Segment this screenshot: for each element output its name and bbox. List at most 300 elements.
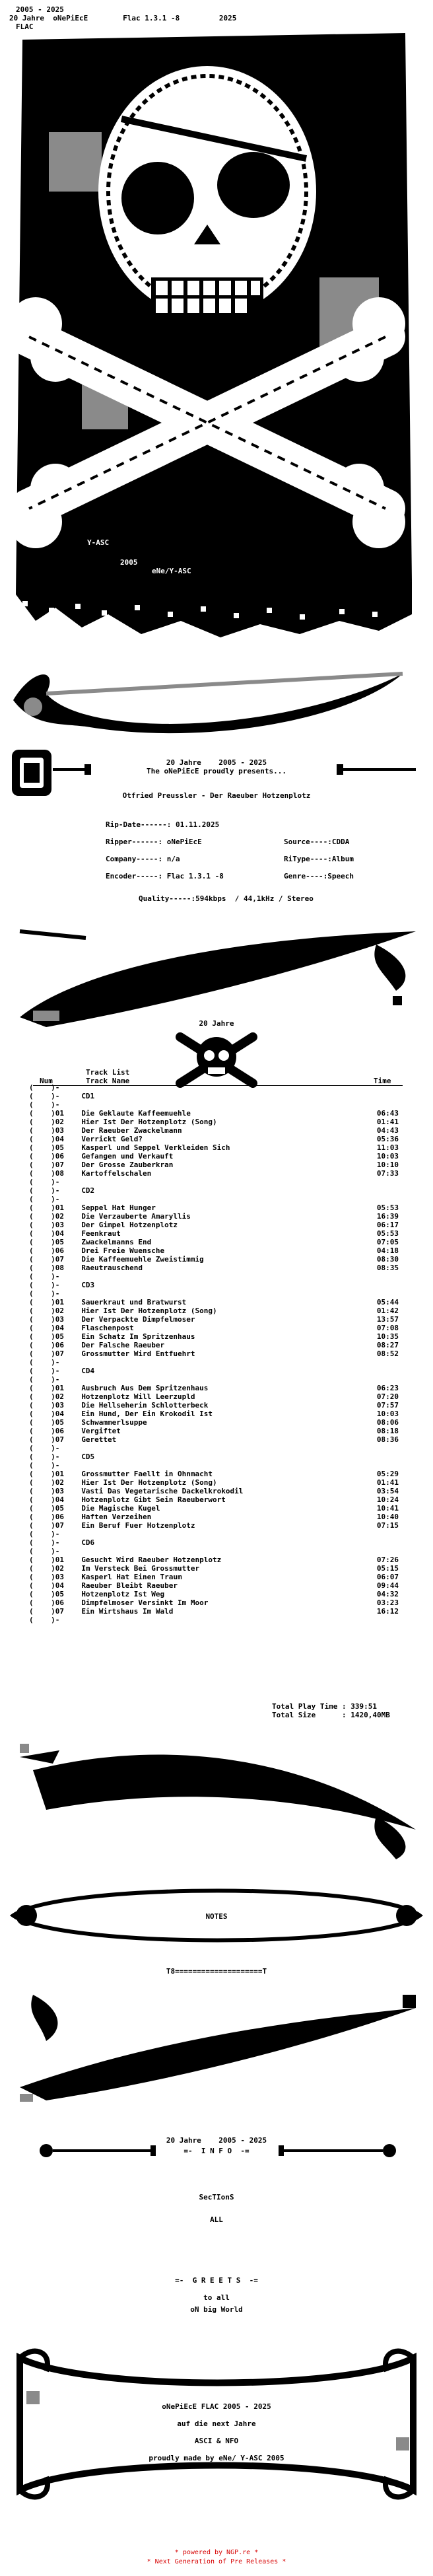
checkbox-cell: ( ) bbox=[29, 1530, 55, 1538]
empty-cell bbox=[81, 1375, 350, 1384]
dash-cell: - bbox=[55, 1083, 60, 1092]
checkbox-cell: ( ) bbox=[29, 1083, 55, 1092]
art-tag-2: 2005 bbox=[120, 558, 138, 567]
table-row bbox=[29, 1470, 399, 1478]
greets-heading: =- G R E E T S -= bbox=[175, 2276, 258, 2285]
table-row bbox=[29, 1238, 399, 1246]
track-time: 08:36 bbox=[376, 1435, 399, 1444]
checkbox-cell: ( ) bbox=[29, 1212, 55, 1221]
track-time: 10:24 bbox=[376, 1495, 399, 1504]
track-number: 03 bbox=[55, 1573, 64, 1581]
table-row bbox=[29, 1152, 399, 1161]
table-row bbox=[29, 1349, 399, 1358]
dash-cell: - bbox=[55, 1530, 60, 1538]
track-time: 09:44 bbox=[376, 1581, 399, 1590]
checkbox-cell: ( ) bbox=[29, 1410, 55, 1418]
checkbox-cell: ( ) bbox=[29, 1598, 55, 1607]
track-time: 07:15 bbox=[376, 1521, 399, 1530]
total-time-value: 339:51 bbox=[350, 1702, 377, 1711]
track-name: Hotzenplotz Will Leerzupld bbox=[81, 1392, 195, 1401]
disc-label: CD3 bbox=[81, 1281, 95, 1289]
quality-value: 594kbps / 44,1kHz / Stereo bbox=[195, 894, 314, 903]
track-name: Kasperl und Seppel Verkleiden Sich bbox=[81, 1143, 230, 1152]
track-name: Drei Freie Wuensche bbox=[81, 1246, 165, 1255]
empty-cell bbox=[350, 1272, 399, 1281]
table-row bbox=[29, 1598, 399, 1607]
checkbox-cell: ( ) bbox=[29, 1264, 55, 1272]
checkbox-cell: ( ) bbox=[29, 1564, 55, 1573]
table-row bbox=[29, 1298, 399, 1306]
table-row bbox=[29, 1478, 399, 1487]
track-name: Im Versteck Bei Grossmutter bbox=[81, 1564, 200, 1573]
empty-cell bbox=[350, 1358, 399, 1367]
track-number: 01 bbox=[55, 1203, 64, 1212]
table-spacer-row bbox=[29, 1272, 399, 1281]
track-name: Sauerkraut und Bratwurst bbox=[81, 1298, 187, 1306]
track-number: 04 bbox=[55, 1229, 64, 1238]
track-number: 04 bbox=[55, 1495, 64, 1504]
checkbox-cell: ( ) bbox=[29, 1616, 55, 1624]
disc-header-row bbox=[29, 1092, 399, 1100]
checkbox-cell: ( ) bbox=[29, 1324, 55, 1332]
rip-date-label: Rip-Date bbox=[106, 820, 141, 829]
table-row bbox=[29, 1341, 399, 1349]
track-name: Hotzenplotz Ist Weg bbox=[81, 1590, 165, 1598]
header-line-3: FLAC bbox=[16, 22, 34, 31]
track-name: Haften Verzeihen bbox=[81, 1513, 152, 1521]
empty-cell bbox=[81, 1530, 350, 1538]
empty-cell bbox=[81, 1195, 350, 1203]
disc-header-row bbox=[29, 1452, 399, 1461]
header-line-2: 20 Jahre oNePiEcE Flac 1.3.1 -8 2025 bbox=[9, 14, 237, 22]
track-name: Vasti Das Vegetarische Dackelkrokodil bbox=[81, 1487, 244, 1495]
track-number: 07 bbox=[55, 1255, 64, 1264]
track-name: Die Kaffeemuehle Zweistimmig bbox=[81, 1255, 204, 1264]
track-time: 05:29 bbox=[376, 1470, 399, 1478]
table-row bbox=[29, 1109, 399, 1118]
checkbox-cell: ( ) bbox=[29, 1435, 55, 1444]
checkbox-cell: ( ) bbox=[29, 1306, 55, 1315]
checkbox-cell: ( ) bbox=[29, 1478, 55, 1487]
checkbox-cell: ( ) bbox=[29, 1384, 55, 1392]
empty-cell bbox=[81, 1547, 350, 1556]
track-name: Dimpfelmoser Versinkt Im Moor bbox=[81, 1598, 209, 1607]
track-time: 10:10 bbox=[376, 1161, 399, 1169]
tracklist-heading: Track List bbox=[86, 1068, 130, 1077]
empty-cell bbox=[350, 1195, 399, 1203]
track-time: 03:54 bbox=[376, 1487, 399, 1495]
sword-divider-art-2 bbox=[7, 918, 426, 1030]
checkbox-cell: ( ) bbox=[29, 1178, 55, 1186]
table-row bbox=[29, 1504, 399, 1513]
track-time: 08:30 bbox=[376, 1255, 399, 1264]
track-time: 07:08 bbox=[376, 1324, 399, 1332]
table-row bbox=[29, 1513, 399, 1521]
track-time: 05:15 bbox=[376, 1564, 399, 1573]
table-row bbox=[29, 1410, 399, 1418]
track-number: 08 bbox=[55, 1169, 64, 1178]
track-number: 01 bbox=[55, 1556, 64, 1564]
track-number: 05 bbox=[55, 1418, 64, 1427]
checkbox-cell: ( ) bbox=[29, 1315, 55, 1324]
checkbox-cell: ( ) bbox=[29, 1118, 55, 1126]
empty-cell bbox=[81, 1444, 350, 1452]
dash-cell: - bbox=[55, 1375, 60, 1384]
track-name: Ein Wirtshaus Im Wald bbox=[81, 1607, 174, 1616]
table-row bbox=[29, 1573, 399, 1581]
checkbox-cell: ( ) bbox=[29, 1161, 55, 1169]
track-number: 06 bbox=[55, 1246, 64, 1255]
track-number: 03 bbox=[55, 1315, 64, 1324]
checkbox-cell: ( ) bbox=[29, 1229, 55, 1238]
table-row bbox=[29, 1495, 399, 1504]
track-time: 10:35 bbox=[376, 1332, 399, 1341]
table-row bbox=[29, 1246, 399, 1255]
info-box-line-2: =- I N F O -= bbox=[183, 2147, 250, 2155]
track-name: Seppel Hat Hunger bbox=[81, 1203, 156, 1212]
checkbox-cell: ( ) bbox=[29, 1470, 55, 1478]
table-spacer-row bbox=[29, 1461, 399, 1470]
outro-line-1: oNePiEcE FLAC 2005 - 2025 bbox=[162, 2402, 271, 2411]
track-number: 05 bbox=[55, 1504, 64, 1513]
checkbox-cell: ( ) bbox=[29, 1607, 55, 1616]
checkbox-cell: ( ) bbox=[29, 1427, 55, 1435]
checkbox-cell: ( ) bbox=[29, 1246, 55, 1255]
track-name: Hier Ist Der Hotzenplotz (Song) bbox=[81, 1118, 217, 1126]
track-time: 08:35 bbox=[376, 1264, 399, 1272]
track-name: Gefangen und Verkauft bbox=[81, 1152, 174, 1161]
track-name: Ausbruch Aus Dem Spritzenhaus bbox=[81, 1384, 209, 1392]
track-number: 03 bbox=[55, 1401, 64, 1410]
empty-cell bbox=[350, 1100, 399, 1109]
outro-line-4: proudly made by eNe/ Y-ASC 2005 bbox=[149, 2454, 284, 2462]
track-time: 04:32 bbox=[376, 1590, 399, 1598]
empty-cell bbox=[81, 1616, 350, 1624]
checkbox-cell: ( ) bbox=[29, 1521, 55, 1530]
sections-value: ALL bbox=[210, 2215, 223, 2224]
ritype-label: RiType bbox=[284, 855, 310, 863]
checkbox-cell: ( ) bbox=[29, 1092, 55, 1100]
track-time: 11:03 bbox=[376, 1143, 399, 1152]
track-name: Hier Ist Der Hotzenplotz (Song) bbox=[81, 1306, 217, 1315]
table-row bbox=[29, 1324, 399, 1332]
track-time: 01:41 bbox=[376, 1478, 399, 1487]
track-name: Ein Beruf Fuer Hotzenplotz bbox=[81, 1521, 195, 1530]
track-name: Raeuber Bleibt Raeuber bbox=[81, 1581, 178, 1590]
checkbox-cell: ( ) bbox=[29, 1203, 55, 1212]
disc-header-row bbox=[29, 1538, 399, 1547]
checkbox-cell: ( ) bbox=[29, 1152, 55, 1161]
table-row bbox=[29, 1384, 399, 1392]
track-time: 05:36 bbox=[376, 1135, 399, 1143]
checkbox-cell: ( ) bbox=[29, 1135, 55, 1143]
table-spacer-row bbox=[29, 1375, 399, 1384]
checkbox-cell: ( ) bbox=[29, 1169, 55, 1178]
skull-caption: 20 Jahre bbox=[199, 1019, 234, 1028]
dash-cell: - bbox=[55, 1367, 60, 1375]
encoder-value: Flac 1.3.1 -8 bbox=[166, 872, 224, 880]
table-row bbox=[29, 1212, 399, 1221]
table-spacer-row bbox=[29, 1616, 399, 1624]
total-play-time: Total Play Time : 339:51 bbox=[272, 1702, 377, 1711]
track-time: 10:03 bbox=[376, 1410, 399, 1418]
empty-cell bbox=[350, 1083, 399, 1092]
checkbox-cell: ( ) bbox=[29, 1272, 55, 1281]
empty-cell bbox=[350, 1092, 399, 1100]
empty-cell bbox=[81, 1272, 350, 1281]
track-time: 06:07 bbox=[376, 1573, 399, 1581]
checkbox-cell: ( ) bbox=[29, 1556, 55, 1564]
ripper-label: Ripper bbox=[106, 838, 132, 846]
dash-cell: - bbox=[55, 1281, 60, 1289]
track-number: 04 bbox=[55, 1410, 64, 1418]
disc-header-row bbox=[29, 1186, 399, 1195]
track-time: 10:40 bbox=[376, 1513, 399, 1521]
checkbox-cell: ( ) bbox=[29, 1590, 55, 1598]
track-name: Ein Schatz Im Spritzenhaus bbox=[81, 1332, 195, 1341]
genre-value: Speech bbox=[327, 872, 354, 880]
company-value: n/a bbox=[166, 855, 180, 863]
col-num-header: Num bbox=[40, 1077, 53, 1085]
checkbox-cell: ( ) bbox=[29, 1289, 55, 1298]
checkbox-cell: ( ) bbox=[29, 1504, 55, 1513]
rip-date-value: 01.11.2025 bbox=[175, 820, 220, 829]
track-time: 05:44 bbox=[376, 1298, 399, 1306]
track-name: Gesucht Wird Raeuber Hotzenplotz bbox=[81, 1556, 222, 1564]
table-row bbox=[29, 1332, 399, 1341]
table-row bbox=[29, 1435, 399, 1444]
ripper-value: oNePiEcE bbox=[166, 838, 202, 846]
empty-cell bbox=[350, 1538, 399, 1547]
track-number: 05 bbox=[55, 1590, 64, 1598]
track-name: Zwackelmanns End bbox=[81, 1238, 152, 1246]
track-time: 07:20 bbox=[376, 1392, 399, 1401]
track-number: 07 bbox=[55, 1349, 64, 1358]
track-time: 07:33 bbox=[376, 1169, 399, 1178]
table-row bbox=[29, 1203, 399, 1212]
checkbox-cell: ( ) bbox=[29, 1358, 55, 1367]
dash-cell: - bbox=[55, 1444, 60, 1452]
track-name: Flaschenpost bbox=[81, 1324, 134, 1332]
total-size: Total Size : 1420,40MB bbox=[272, 1711, 390, 1719]
track-time: 16:12 bbox=[376, 1607, 399, 1616]
checkbox-cell: ( ) bbox=[29, 1538, 55, 1547]
checkbox-cell: ( ) bbox=[29, 1452, 55, 1461]
track-time: 03:23 bbox=[376, 1598, 399, 1607]
track-name: Der Gimpel Hotzenplotz bbox=[81, 1221, 178, 1229]
checkbox-cell: ( ) bbox=[29, 1573, 55, 1581]
checkbox-cell: ( ) bbox=[29, 1581, 55, 1590]
pirate-flag-art bbox=[9, 26, 424, 641]
checkbox-cell: ( ) bbox=[29, 1375, 55, 1384]
checkbox-cell: ( ) bbox=[29, 1281, 55, 1289]
table-row bbox=[29, 1487, 399, 1495]
disc-header-row bbox=[29, 1281, 399, 1289]
table-spacer-row bbox=[29, 1289, 399, 1298]
dash-cell: - bbox=[55, 1289, 60, 1298]
empty-cell bbox=[350, 1289, 399, 1298]
disc-label: CD5 bbox=[81, 1452, 95, 1461]
table-spacer-row bbox=[29, 1547, 399, 1556]
outro-line-3: ASCI & NFO bbox=[194, 2437, 239, 2445]
dash-cell: - bbox=[55, 1186, 60, 1195]
table-spacer-row bbox=[29, 1178, 399, 1186]
empty-cell bbox=[350, 1616, 399, 1624]
track-number: 03 bbox=[55, 1126, 64, 1135]
table-spacer-row bbox=[29, 1195, 399, 1203]
empty-cell bbox=[350, 1444, 399, 1452]
genre-label: Genre bbox=[284, 872, 306, 880]
header-line-1: 2005 - 2025 bbox=[16, 5, 64, 14]
table-row bbox=[29, 1264, 399, 1272]
empty-cell bbox=[350, 1461, 399, 1470]
checkbox-cell: ( ) bbox=[29, 1487, 55, 1495]
disc-label: CD2 bbox=[81, 1186, 95, 1195]
table-row bbox=[29, 1427, 399, 1435]
empty-cell bbox=[350, 1186, 399, 1195]
track-number: 03 bbox=[55, 1487, 64, 1495]
small-skull-icon bbox=[174, 1030, 259, 1090]
quality-label: Quality bbox=[139, 894, 170, 903]
art-tag-1: Y-ASC bbox=[87, 538, 110, 547]
table-row bbox=[29, 1607, 399, 1616]
total-size-label: Total Size bbox=[272, 1711, 316, 1719]
notes-text: T8====================T bbox=[166, 1967, 267, 1976]
greets-line-1: to all bbox=[203, 2293, 230, 2302]
empty-cell bbox=[81, 1100, 350, 1109]
checkbox-cell: ( ) bbox=[29, 1332, 55, 1341]
track-number: 04 bbox=[55, 1581, 64, 1590]
checkbox-cell: ( ) bbox=[29, 1126, 55, 1135]
empty-cell bbox=[350, 1281, 399, 1289]
total-time-label: Total Play Time bbox=[272, 1702, 338, 1711]
empty-cell bbox=[350, 1452, 399, 1461]
checkbox-cell: ( ) bbox=[29, 1392, 55, 1401]
checkbox-cell: ( ) bbox=[29, 1109, 55, 1118]
disc-label: CD1 bbox=[81, 1092, 95, 1100]
release-title: Otfried Preussler - Der Raeuber Hotzenplotz bbox=[122, 791, 311, 800]
track-number: 06 bbox=[55, 1598, 64, 1607]
track-number: 07 bbox=[55, 1161, 64, 1169]
empty-cell bbox=[350, 1530, 399, 1538]
notes-heading: NOTES bbox=[205, 1912, 228, 1921]
track-time: 08:52 bbox=[376, 1349, 399, 1358]
sword-divider-art-3 bbox=[7, 1731, 426, 1863]
table-row bbox=[29, 1564, 399, 1573]
footer-line-2: * Next Generation of Pre Releases * bbox=[147, 2558, 286, 2565]
track-number: 01 bbox=[55, 1109, 64, 1118]
checkbox-cell: ( ) bbox=[29, 1367, 55, 1375]
table-spacer-row bbox=[29, 1083, 399, 1092]
track-number: 02 bbox=[55, 1564, 64, 1573]
track-name: Die Geklaute Kaffeemuehle bbox=[81, 1109, 191, 1118]
track-name: Die Hellseherin Schlotterbeck bbox=[81, 1401, 209, 1410]
track-number: 02 bbox=[55, 1118, 64, 1126]
tracklist-table bbox=[29, 1083, 399, 1624]
track-number: 04 bbox=[55, 1135, 64, 1143]
track-number: 01 bbox=[55, 1384, 64, 1392]
track-time: 06:17 bbox=[376, 1221, 399, 1229]
empty-cell bbox=[81, 1358, 350, 1367]
track-time: 06:23 bbox=[376, 1384, 399, 1392]
checkbox-cell: ( ) bbox=[29, 1349, 55, 1358]
track-time: 08:06 bbox=[376, 1418, 399, 1427]
ritype-value: Album bbox=[331, 855, 354, 863]
track-name: Kartoffelschalen bbox=[81, 1169, 152, 1178]
track-time: 04:18 bbox=[376, 1246, 399, 1255]
track-name: Feenkraut bbox=[81, 1229, 121, 1238]
track-name: Schwammerlsuppe bbox=[81, 1418, 147, 1427]
empty-cell bbox=[81, 1083, 350, 1092]
track-number: 06 bbox=[55, 1513, 64, 1521]
dash-cell: - bbox=[55, 1100, 60, 1109]
track-time: 01:41 bbox=[376, 1118, 399, 1126]
greets-line-2: oN big World bbox=[190, 2305, 243, 2314]
track-number: 02 bbox=[55, 1212, 64, 1221]
track-number: 01 bbox=[55, 1470, 64, 1478]
track-time: 08:18 bbox=[376, 1427, 399, 1435]
table-row bbox=[29, 1401, 399, 1410]
dash-cell: - bbox=[55, 1452, 60, 1461]
checkbox-cell: ( ) bbox=[29, 1195, 55, 1203]
dash-cell: - bbox=[55, 1358, 60, 1367]
art-tag-3: eNe/Y-ASC bbox=[152, 567, 191, 575]
col-name-header: Track Name bbox=[86, 1077, 130, 1085]
track-name: Grossmutter Wird Entfuehrt bbox=[81, 1349, 195, 1358]
track-number: 02 bbox=[55, 1306, 64, 1315]
track-name: Ein Hund, Der Ein Krokodil Ist bbox=[81, 1410, 213, 1418]
track-time: 08:27 bbox=[376, 1341, 399, 1349]
track-time: 01:42 bbox=[376, 1306, 399, 1315]
track-number: 06 bbox=[55, 1341, 64, 1349]
track-time: 10:41 bbox=[376, 1504, 399, 1513]
checkbox-cell: ( ) bbox=[29, 1461, 55, 1470]
track-name: Verrickt Geld? bbox=[81, 1135, 143, 1143]
track-time: 05:53 bbox=[376, 1229, 399, 1238]
disc-header-row bbox=[29, 1367, 399, 1375]
table-spacer-row bbox=[29, 1444, 399, 1452]
dash-cell: - bbox=[55, 1538, 60, 1547]
banner-line-1: 20 Jahre 2005 - 2025 bbox=[166, 758, 267, 767]
dash-cell: - bbox=[55, 1547, 60, 1556]
track-number: 02 bbox=[55, 1478, 64, 1487]
empty-cell bbox=[81, 1178, 350, 1186]
track-number: 07 bbox=[55, 1521, 64, 1530]
table-row bbox=[29, 1306, 399, 1315]
table-row bbox=[29, 1169, 399, 1178]
sword-divider-art-4 bbox=[7, 1988, 426, 2107]
sword-divider-art bbox=[7, 661, 426, 746]
track-name: Hotzenplotz Gibt Sein Raeuberwort bbox=[81, 1495, 226, 1504]
dash-cell: - bbox=[55, 1195, 60, 1203]
track-time: 16:39 bbox=[376, 1212, 399, 1221]
track-number: 01 bbox=[55, 1298, 64, 1306]
col-time-header: Time bbox=[374, 1077, 391, 1085]
checkbox-cell: ( ) bbox=[29, 1401, 55, 1410]
empty-cell bbox=[350, 1547, 399, 1556]
table-row bbox=[29, 1590, 399, 1598]
track-time: 10:03 bbox=[376, 1152, 399, 1161]
table-row bbox=[29, 1126, 399, 1135]
track-name: Hier Ist Der Hotzenplotz (Song) bbox=[81, 1478, 217, 1487]
checkbox-cell: ( ) bbox=[29, 1100, 55, 1109]
company-label: Company bbox=[106, 855, 137, 863]
track-number: 07 bbox=[55, 1607, 64, 1616]
dash-cell: - bbox=[55, 1092, 60, 1100]
track-name: Vergiftet bbox=[81, 1427, 121, 1435]
track-name: Raeutrauschend bbox=[81, 1264, 143, 1272]
table-row bbox=[29, 1118, 399, 1126]
